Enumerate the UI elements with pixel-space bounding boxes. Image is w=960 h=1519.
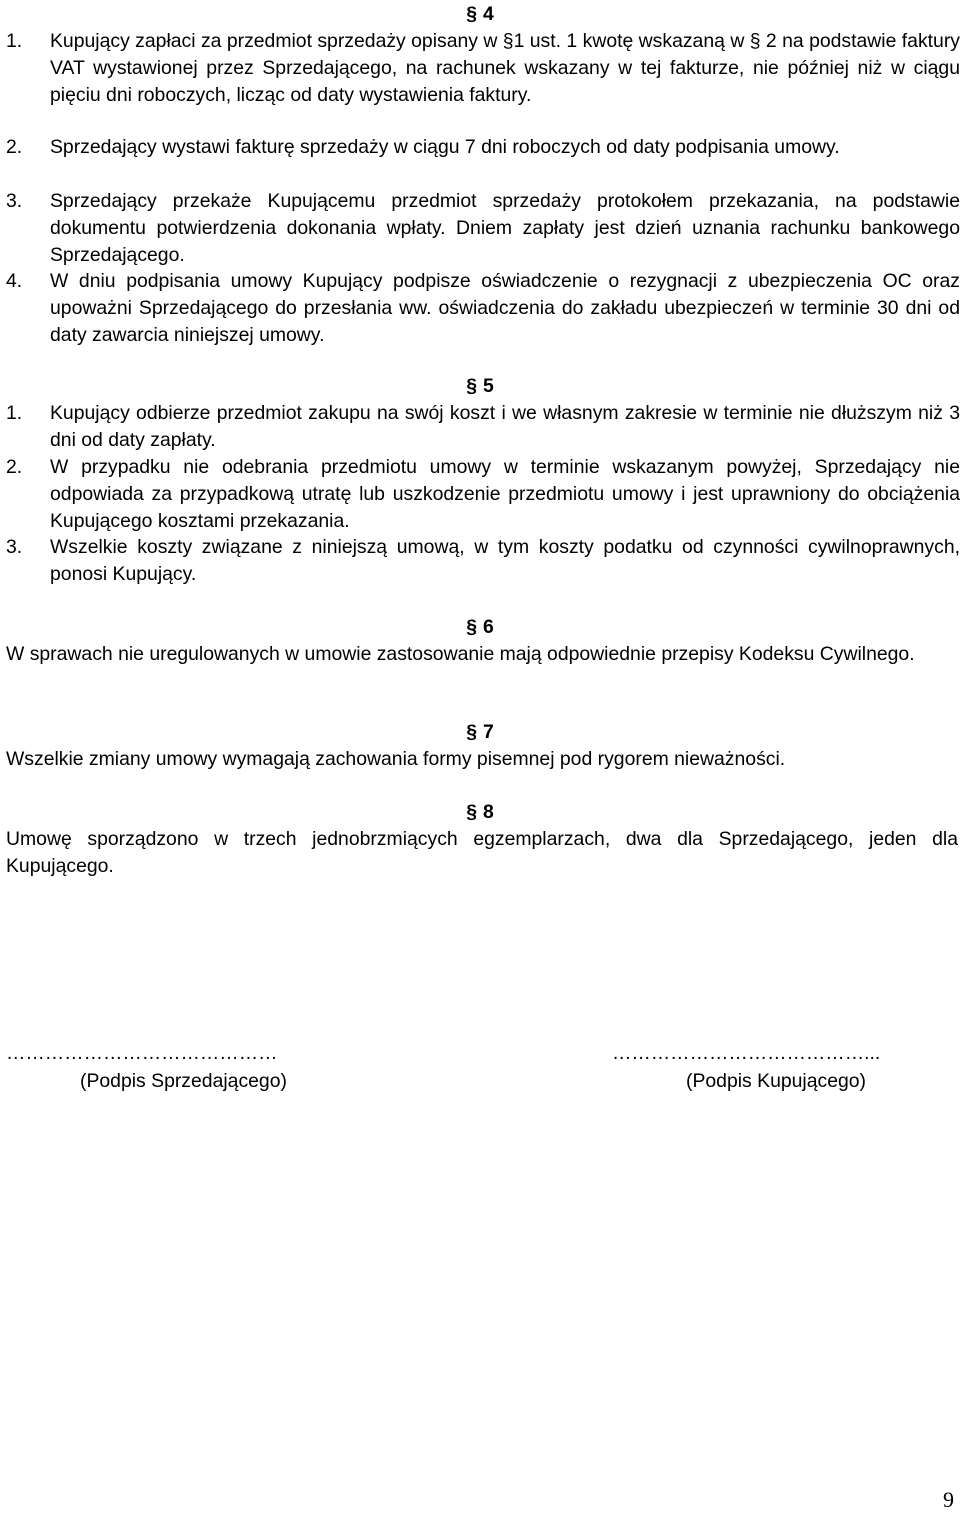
section-number: 5 [483, 375, 494, 397]
clause-5-3 [6, 534, 960, 588]
section-number: 4 [483, 3, 494, 25]
clause-text: Wszelkie koszty związane z niniejszą umową, w tym koszty podatku od czynności cywilnoprawnych, ponosi Kupujący. [50, 536, 960, 585]
section-number: 6 [483, 616, 494, 638]
buyer-signature-label: (Podpis Kupującego) [686, 1070, 867, 1092]
section-sign: § [466, 616, 477, 638]
clause-4-3 [6, 188, 960, 269]
clause-text: Sprzedający wystawi fakturę sprzedaży w ciągu 7 dni roboczych od daty podpisania umowy. [50, 136, 840, 158]
clause-number: 4. [6, 270, 23, 292]
seller-signature-label: (Podpis Sprzedającego) [80, 1070, 287, 1092]
clause-number: 2. [6, 136, 23, 158]
section-heading-7 [0, 720, 960, 744]
section-sign: § [466, 3, 477, 25]
clause-number: 3. [6, 190, 23, 212]
section-number: 7 [483, 721, 494, 743]
section-sign: § [466, 801, 477, 823]
clause-5-2 [6, 454, 960, 535]
clause-number: 2. [6, 456, 23, 478]
clause-text: Kupujący zapłaci za przedmiot sprzedaży opisany w §1 ust. 1 kwotę wskazaną w § 2 na podstawie faktury VAT wystawionej przez Sprzedającego, na rachunek wskazany w tej fakturze, nie później niż w ciągu pięciu dni roboczych, licząc od daty wystawienia faktury. [50, 30, 960, 106]
section-heading-6 [0, 615, 960, 639]
clause-number: 3. [6, 536, 23, 558]
section-sign: § [466, 721, 477, 743]
clause-text: W dniu podpisania umowy Kupujący podpisze oświadczenie o rezygnacji z ubezpieczenia OC oraz upoważni Sprzedającego do przesłania ww. oświadczenia do zakładu ubezpieczeń w terminie 30 dni od daty zawarcia niniejszej umowy. [50, 270, 960, 346]
section-6-text: W sprawach nie uregulowanych w umowie zastosowanie mają odpowiednie przepisy Kodeksu Cywilnego. [6, 643, 915, 665]
clause-5-1 [6, 400, 960, 454]
clause-4-1 [6, 28, 960, 109]
section-number: 8 [483, 801, 494, 823]
buyer-signature-line: …………………………………... [612, 1042, 881, 1064]
section-7-text: Wszelkie zmiany umowy wymagają zachowania formy pisemnej pod rygorem nieważności. [6, 748, 786, 770]
seller-signature-line: …………………………………… [6, 1042, 278, 1064]
section-heading-8 [0, 800, 960, 824]
clause-number: 1. [6, 402, 23, 424]
section-sign: § [466, 375, 477, 397]
clause-4-4 [6, 268, 960, 349]
clause-4-2 [6, 134, 960, 161]
section-8-text: Umowę sporządzono w trzech jednobrzmiących egzemplarzach, dwa dla Sprzedającego, jeden dla Kupującego. [6, 828, 958, 877]
clause-text: W przypadku nie odebrania przedmiotu umowy w terminie wskazanym powyżej, Sprzedający nie odpowiada za przypadkową utratę lub uszkodzenie przedmiotu umowy i jest uprawniony do obciążenia Kupującego kosztami przekazania. [50, 456, 960, 532]
clause-text: Sprzedający przekaże Kupującemu przedmiot sprzedaży protokołem przekazania, na podstawie dokumentu potwierdzenia dokonania wpłaty. Dniem zapłaty jest dzień uznania rachunku bankowego Sprzedającego. [50, 190, 960, 266]
page-number: 9 [943, 1487, 954, 1512]
clause-text: Kupujący odbierze przedmiot zakupu na swój koszt i we własnym zakresie w terminie nie dłuższym niż 3 dni od daty zapłaty. [50, 402, 960, 451]
section-heading-4 [0, 2, 960, 26]
section-heading-5 [0, 374, 960, 398]
clause-number: 1. [6, 30, 23, 52]
